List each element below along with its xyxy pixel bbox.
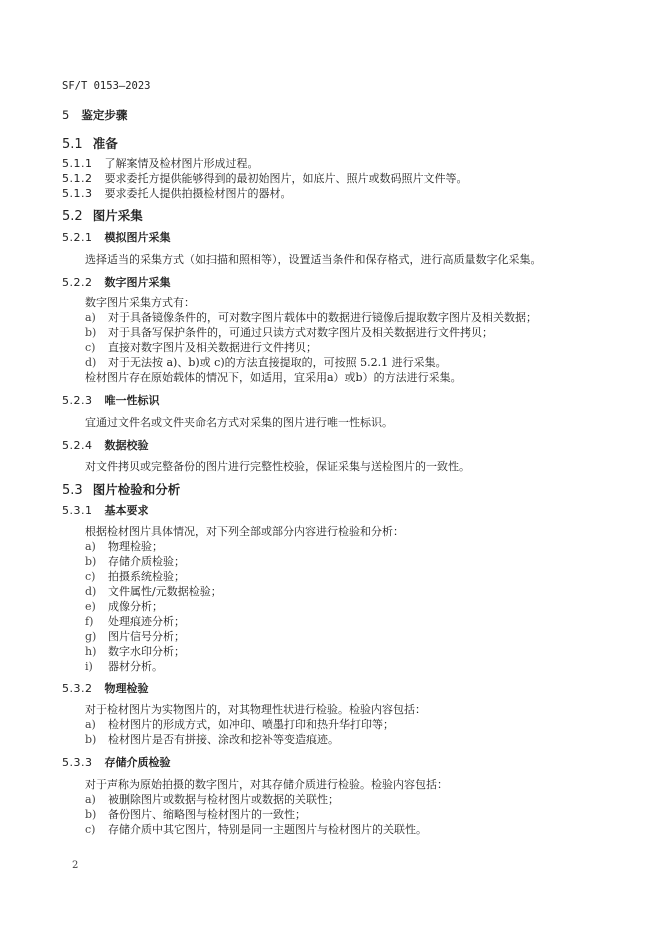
list-item [85,645,185,659]
subsection-heading-5-3-1 [62,504,149,518]
list-text: 检材图片的形成方式，如冲印、喷墨打印和热升华打印等； [108,718,394,731]
list-item [85,326,493,340]
list-text: 直接对数字图片及相关数据进行文件拷贝； [108,341,317,354]
list-text: 文件属性/元数据检验； [108,585,222,598]
list-item [85,630,185,644]
subsection-heading-5-3-3 [62,756,171,770]
subsection-heading-5-2-4 [62,439,149,453]
list-marker: b) [85,733,97,746]
list-text: 拍摄系统检验； [108,570,185,583]
subsection-number: 5.3.1 [62,504,93,517]
list-item [85,341,317,355]
subsection-number: 5.2.3 [62,394,93,407]
subsection-heading-5-2-1 [62,231,171,245]
clause-5-1-1 [62,157,259,171]
list-marker: b) [85,326,97,339]
list-item [85,718,394,732]
paragraph: 数字图片采集方式有： [85,296,195,309]
paragraph: 检材图片存在原始载体的情况下，如适用，宜采用a）或b）的方法进行采集。 [85,371,462,384]
section-number: 5.3 [62,483,83,498]
subsection-number: 5.2.1 [62,231,93,244]
subsection-title: 模拟图片采集 [104,231,171,244]
list-marker: a) [85,540,96,553]
subsection-heading-5-3-2 [62,682,149,696]
list-marker: d) [85,585,97,598]
list-text: 处理痕迹分析； [108,615,185,628]
chapter-title: 鉴定步骤 [81,108,128,122]
section-title: 准备 [92,136,118,151]
document-code: SF/T 0153—2023 [62,80,151,92]
list-marker: g) [85,630,97,643]
subsection-title: 基本要求 [104,504,149,517]
subsection-title: 唯一性标识 [104,394,160,407]
list-text: 对于无法按 a)、b)或 c)的方法直接提取的，可按照 5.2.1 进行采集。 [108,356,447,369]
section-heading-5-2 [62,209,143,224]
clause-number: 5.1.2 [62,172,93,185]
clause-text: 了解案情及检材图片形成过程。 [104,157,259,170]
subsection-number: 5.3.3 [62,756,93,769]
list-text: 备份图片、缩略图与检材图片的一致性； [108,808,306,821]
list-marker: b) [85,555,97,568]
list-item [85,793,339,807]
subsection-heading-5-2-2 [62,276,171,290]
list-text: 图片信号分析； [108,630,185,643]
section-heading-5-3 [62,483,180,498]
list-item [85,570,185,584]
list-marker: e) [85,600,96,613]
list-item [85,356,447,370]
list-item [85,823,427,837]
section-number: 5.2 [62,209,83,224]
subsection-number: 5.3.2 [62,682,93,695]
list-text: 被删除图片或数据与检材图片或数据的关联性； [108,793,339,806]
page-number: 2 [72,860,79,871]
list-item [85,660,163,674]
list-marker: c) [85,823,96,836]
section-title: 图片采集 [92,208,143,223]
list-item [85,540,163,554]
paragraph: 根据检材图片具体情况，对下列全部或部分内容进行检验和分析： [85,525,404,538]
paragraph: 宜通过文件名或文件夹命名方式对采集的图片进行唯一性标识。 [85,416,393,429]
subsection-number: 5.2.4 [62,439,93,452]
list-text: 存储介质中其它图片，特别是同一主题图片与检材图片的关联性。 [108,823,427,836]
list-marker: i) [85,660,93,673]
list-item [85,733,339,747]
list-text: 器材分析。 [108,660,163,673]
clause-number: 5.1.1 [62,157,93,170]
list-marker: f) [85,615,94,628]
subsection-title: 数据校验 [104,439,149,452]
list-marker: d) [85,356,97,369]
list-marker: c) [85,341,96,354]
section-number: 5.1 [62,137,83,152]
list-marker: a) [85,718,96,731]
paragraph: 对于声称为原始拍摄的数字图片，对其存储介质进行检验。检验内容包括： [85,778,448,791]
section-title: 图片检验和分析 [92,482,181,497]
clause-5-1-3 [62,187,292,201]
subsection-number: 5.2.2 [62,276,93,289]
subsection-title: 存储介质检验 [104,756,171,769]
clause-text: 要求委托方提供能够得到的最初始图片，如底片、照片或数码照片文件等。 [104,172,468,185]
list-text: 检材图片是否有拼接、涂改和挖补等变造痕迹。 [108,733,339,746]
list-text: 对于具备镜像条件的，可对数字图片载体中的数据进行镜像后提取数字图片及相关数据； [108,311,537,324]
paragraph: 对文件拷贝或完整备份的图片进行完整性校验，保证采集与送检图片的一致性。 [85,460,470,473]
chapter-heading [62,108,127,122]
subsection-title: 数字图片采集 [104,276,171,289]
list-marker: a) [85,793,96,806]
list-text: 成像分析； [108,600,163,613]
list-marker: c) [85,570,96,583]
list-item [85,311,537,325]
list-text: 数字水印分析； [108,645,185,658]
subsection-title: 物理检验 [104,682,149,695]
clause-text: 要求委托人提供拍摄检材图片的器材。 [104,187,292,200]
clause-number: 5.1.3 [62,187,93,200]
clause-5-1-2 [62,172,468,186]
list-marker: a) [85,311,96,324]
section-heading-5-1 [62,137,118,152]
list-item [85,808,306,822]
list-item [85,600,163,614]
chapter-number: 5 [62,108,70,122]
paragraph: 选择适当的采集方式（如扫描和照相等），设置适当条件和保存格式，进行高质量数字化采集。 [85,253,542,266]
list-item [85,555,185,569]
list-text: 存储介质检验； [108,555,185,568]
paragraph: 对于检材图片为实物图片的，对其物理性状进行检验。检验内容包括： [85,703,426,716]
list-item [85,615,185,629]
list-marker: h) [85,645,97,658]
list-text: 物理检验； [108,540,163,553]
subsection-heading-5-2-3 [62,394,160,408]
list-marker: b) [85,808,97,821]
list-item [85,585,222,599]
list-text: 对于具备写保护条件的，可通过只读方式对数字图片及相关数据进行文件拷贝； [108,326,493,339]
